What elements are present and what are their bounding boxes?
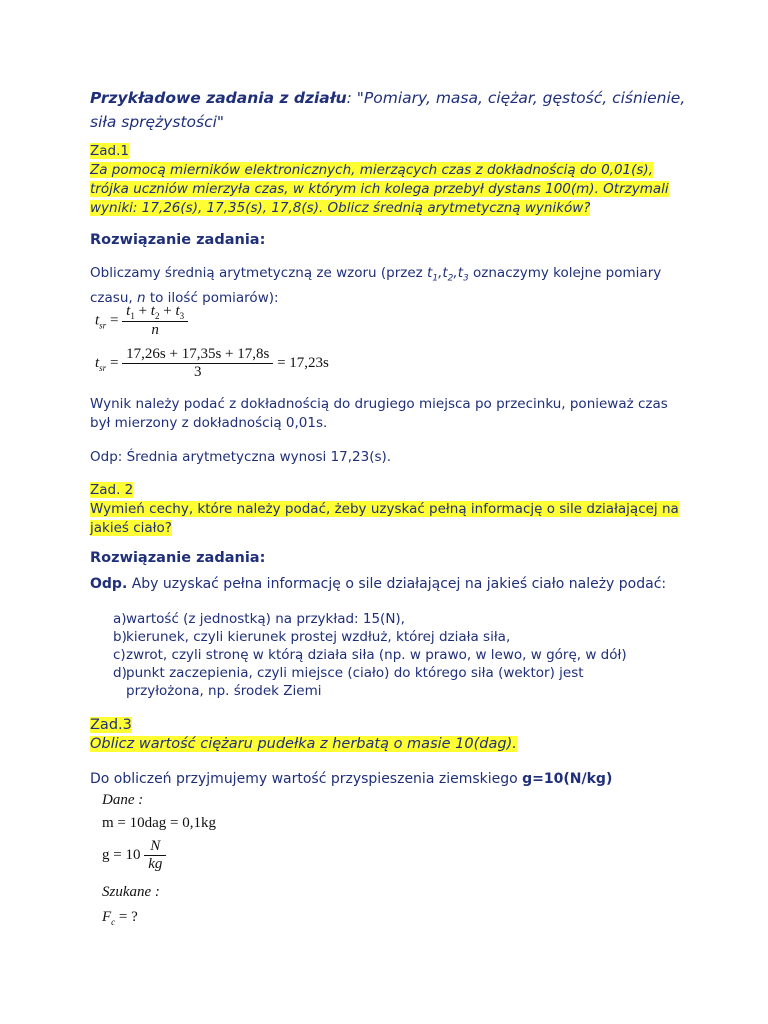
list-item-text: kierunek, czyli kierunek prostej wzdłuż, której działa siła, <box>126 629 511 645</box>
task1-intro <box>90 264 680 308</box>
list-item <box>90 628 690 646</box>
page-title <box>90 86 690 134</box>
g-numerator: N <box>144 838 166 856</box>
task3-block <box>90 716 680 754</box>
task3-intro-bold: g=10(N/kg) <box>522 771 613 787</box>
intro-text-b: oznaczymy kolejne pomiary czasu, <box>90 265 662 306</box>
list-item-text: punkt zaczepienia, czyli miejsce (ciało) do którego siła (wektor) jest przyłożona, np. środek Ziemi <box>126 665 584 699</box>
task3-label: Zad.3 <box>90 717 132 733</box>
list-item-text: wartość (z jednostką) na przykład: 15(N), <box>126 611 405 627</box>
intro-text-a: Obliczamy średnią arytmetyczną ze wzoru (przez <box>90 265 428 281</box>
task3-intro-text: Do obliczeń przyjmujemy wartość przyspieszenia ziemskiego <box>90 771 523 787</box>
list-item <box>90 646 690 664</box>
g-fraction <box>144 838 166 873</box>
g-lhs: g = 10 <box>102 846 141 863</box>
list-item <box>90 664 690 700</box>
list-item-letter: d) <box>113 665 127 681</box>
title-bold: Przykładowe zadania z działu <box>90 89 347 107</box>
task3-text: Oblicz wartość ciężaru pudełka z herbatą o masie 10(dag). <box>90 736 517 752</box>
intro-n: n <box>136 289 146 306</box>
task2-text: Wymień cechy, które należy podać, żeby uzyskać pełną informację o sile działającej na jakieś ciało? <box>90 501 679 536</box>
formula2-result: = 17,23s <box>277 354 329 371</box>
list-item-letter: b) <box>113 629 127 645</box>
title-italic: : "Pomiary, masa, ciężar, gęstość, ciśnienie, siła sprężystości" <box>90 89 686 131</box>
fc-sub: c <box>111 917 116 927</box>
task1-text: Za pomocą mierników elektronicznych, mierzących czas z dokładnością do 0,01(s), trójka uczniów mierzyła czas, w którym ich kolega przebył dystans 100(m). Otrzymali wyniki: 17,26(s), 17,35(s), 17,8(s). Oblicz średnią arytmetyczną wyników? <box>90 162 669 216</box>
intro-vars: $t_1,t_2,t_3$ <box>427 265 469 284</box>
task2-solution-heading: Rozwiązanie zadania: <box>90 550 266 566</box>
g-denominator: kg <box>148 856 163 872</box>
task2-answer <box>90 575 680 594</box>
task1-label: Zad.1 <box>90 143 129 159</box>
formula1-denominator: n <box>151 322 159 338</box>
intro-text-c: to ilość pomiarów): <box>145 289 279 306</box>
given-mass: m = 10dag = 0,1kg <box>102 815 216 831</box>
sought-force <box>102 909 138 927</box>
task3-intro <box>90 770 680 789</box>
formula-mean-definition: $t_{sr}$ = $\frac{t_1 + t_2 + t_3}{n}$ <box>95 303 188 339</box>
task1-answer: Odp: Średnia arytmetyczna wynosi 17,23(s). <box>90 449 392 465</box>
list-item-letter: a) <box>113 611 127 627</box>
task2-list <box>90 610 690 700</box>
task2-block <box>90 481 680 538</box>
list-item <box>90 610 690 628</box>
task2-answer-text: Aby uzyskać pełna informację o sile działającej na jakieś ciało należy podać: <box>127 576 667 592</box>
formula2-denominator: 3 <box>194 364 202 380</box>
task2-answer-label: Odp. <box>90 576 128 592</box>
given-heading: Dane : <box>102 792 144 808</box>
given-g <box>102 838 166 873</box>
sought-heading: Szukane : <box>102 884 160 900</box>
task1-solution-heading: Rozwiązanie zadania: <box>90 232 266 248</box>
fc-rest: = ? <box>115 909 138 925</box>
task1-note: Wynik należy podać z dokładnością do drugiego miejsca po przecinku, ponieważ czas był mierzony z dokładnością 0,01s. <box>90 396 668 431</box>
task1-block <box>90 142 680 218</box>
formula2-fraction <box>122 346 273 381</box>
formula-mean-calc: $t_{sr}$ = $\frac{17,26s + 17,35s + 17,8s}{3}$ = 17,23s <box>95 346 329 380</box>
formula1-fraction: $\frac{t_1 + t_2 + t_3}{n}$ <box>122 303 188 339</box>
fc-symbol: F <box>102 909 112 925</box>
list-item-text: zwrot, czyli stronę w którą działa siła (np. w prawo, w lewo, w górę, w dół) <box>126 647 627 663</box>
formula2-numerator: 17,26s + 17,35s + 17,8s <box>122 346 273 364</box>
task2-label: Zad. 2 <box>90 482 134 498</box>
list-item-letter: c) <box>113 647 126 663</box>
